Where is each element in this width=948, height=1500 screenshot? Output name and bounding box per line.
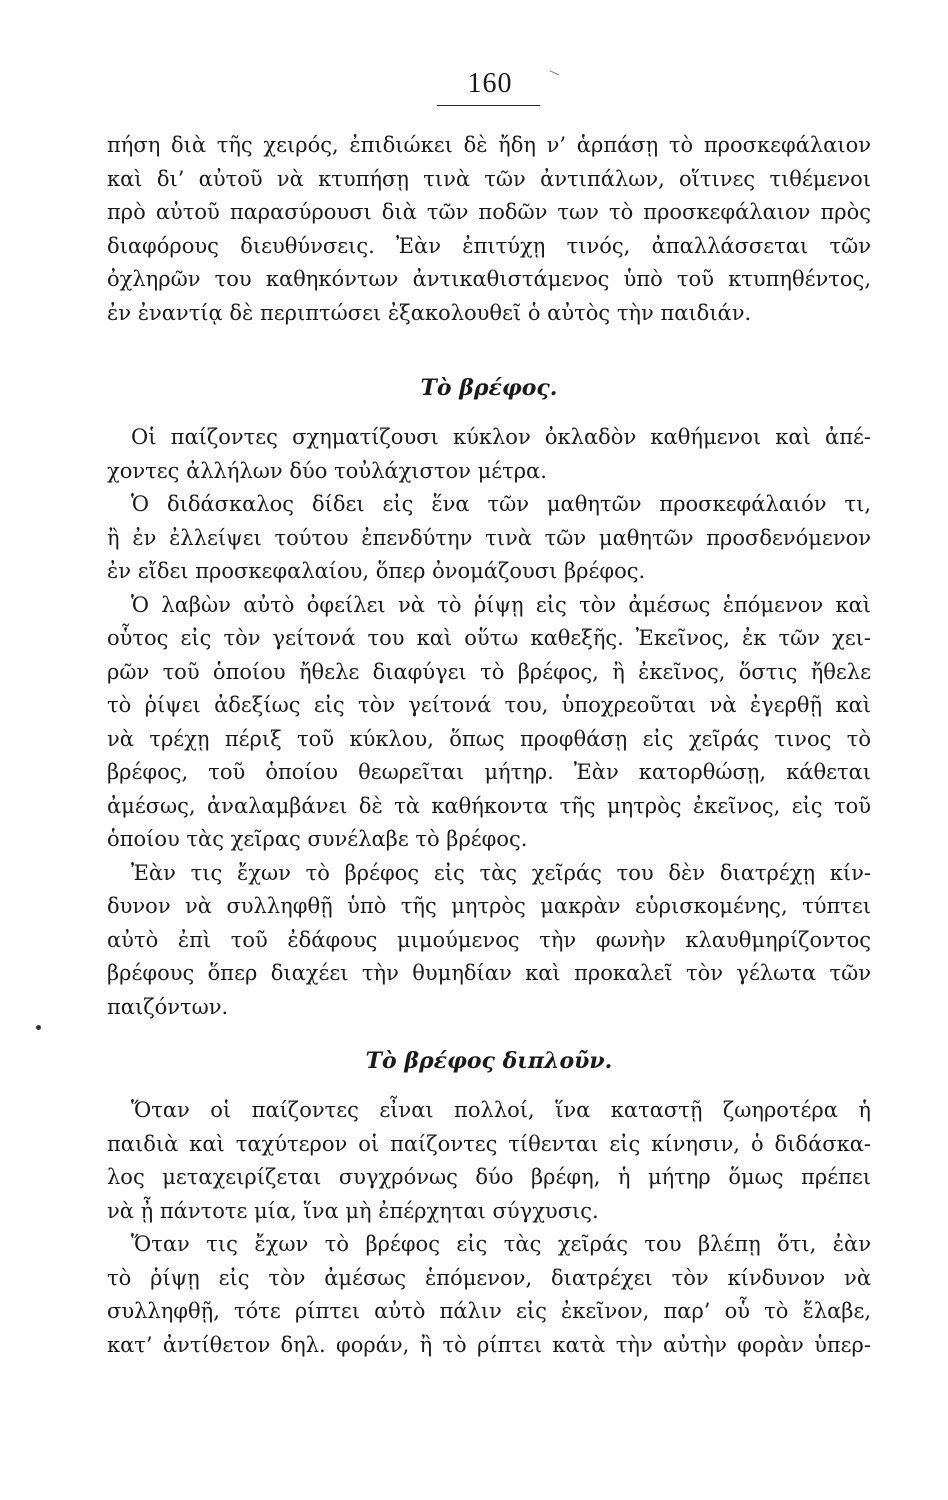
text-line: ὀχληρῶν του καθηκόντων ἀντικαθιστάμενος ὑπὸ τοῦ κτυπηθέντος, <box>107 267 871 291</box>
text-line: ἐν ἐναντίᾳ δὲ περιπτώσει ἐξακολουθεῖ ὁ αὐτὸς τὴν παιδιάν. <box>107 300 752 325</box>
text-line: Ὅταν τις ἔχων τὸ βρέφος εἰς τὰς χεῖράς του βλέπῃ ὅτι, ἐὰν <box>131 1232 871 1256</box>
text-line: Ἐὰν τις ἔχων τὸ βρέφος εἰς τὰς χεῖράς του δὲν διατρέχῃ κίν- <box>131 860 871 885</box>
text-line: οὗτος εἰς τὸν γείτονά του καὶ οὕτω καθεξῆς. Ἐκεῖνος, ἐκ τῶν χει- <box>107 626 871 650</box>
text-line: δυνον νὰ συλληφθῇ ὑπὸ τῆς μητρὸς μακρὰν εὑρισκομένης, τύπτει <box>107 894 871 918</box>
text-line: Οἱ παίζοντες σχηματίζουσι κύκλον ὀκλαδὸν καθήμενοι καὶ ἀπέ- <box>131 425 871 449</box>
text-line: συλληφθῇ, τότε ρίπτει αὐτὸ πάλιν εἰς ἐκεῖνον, παρ’ οὗ τὸ ἔλαβε, <box>107 1299 871 1323</box>
text-line: καὶ δι’ αὐτοῦ νὰ κτυπήσῃ τινὰ τῶν ἀντιπάλων, οἵτινες τιθέμενοι <box>107 166 871 191</box>
text-line: ὁποίου τὰς χεῖρας συνέλαβε τὸ βρέφος. <box>107 827 528 851</box>
text-line: πήση διὰ τῆς χειρός, ἐπιδιώκει δὲ ἤδη ν’ ἁρπάσῃ τὸ προσκεφάλαιον <box>107 133 871 157</box>
margin-dot <box>36 1025 41 1030</box>
text-line: κατ’ ἀντίθετον δηλ. φοράν, ἢ τὸ ρίπτει κατὰ τὴν αὐτὴν φορὰν ὑπερ- <box>107 1332 871 1357</box>
text-line: διαφόρους διευθύνσεις. Ἐὰν ἐπιτύχῃ τινός, ἀπαλλάσσεται τῶν <box>107 233 871 258</box>
text-line: νὰ τρέχῃ πέριξ τοῦ κύκλου, ὅπως προφθάσῃ εἰς χεῖράς τινος τὸ <box>107 726 871 751</box>
text-line: τὸ ῥίψει ἀδεξίως εἰς τὸν γείτονά του, ὑποχρεοῦται νὰ ἐγερθῇ καὶ <box>107 693 871 717</box>
text-line: Ὁ διδάσκαλος δίδει εἰς ἕνα τῶν μαθητῶν προσκεφάλαιόν τι, <box>131 492 871 516</box>
text-line: νὰ ᾖ πάντοτε μία, ἵνα μὴ ἐπέρχηται σύγχυσις. <box>107 1198 599 1223</box>
text-line: Ὁ λαβὼν αὐτὸ ὀφείλει νὰ τὸ ῥίψῃ εἰς τὸν ἀμέσως ἑπόμενον καὶ <box>131 592 871 617</box>
text-line: ρῶν τοῦ ὁποίου ἤθελε διαφύγει τὸ βρέφος, ἢ ἐκεῖνος, ὅστις ἤθελε <box>107 659 871 684</box>
stray-mark <box>547 70 559 81</box>
text-line: βρέφος, τοῦ ὁποίου θεωρεῖται μήτηρ. Ἐὰν κατορθώσῃ, κάθεται <box>107 760 871 784</box>
text-line: ἢ ἐν ἐλλείψει τούτου ἐπενδύτην τινὰ τῶν μαθητῶν προσδενόμενον <box>107 525 871 550</box>
section-vrefos-diploun-body <box>107 1094 871 1362</box>
text-line: βρέφους ὅπερ διαχέει τὴν θυμηδίαν καὶ προκαλεῖ τὸν γέλωτα τῶν <box>107 961 871 985</box>
text-line: πρὸ αὐτοῦ παρασύρουσι διὰ τῶν ποδῶν των τὸ προσκεφάλαιον πρὸς <box>107 200 871 224</box>
page-number: 160 <box>467 68 513 99</box>
text-line: παιζόντων. <box>107 994 229 1019</box>
text-line: αὐτὸ ἐπὶ τοῦ ἐδάφους μιμούμενος τὴν φωνὴν κλαυθμηρίζοντος <box>107 927 871 952</box>
text-line: ἀμέσως, ἀναλαμβάνει δὲ τὰ καθήκοντα τῆς μητρὸς ἐκεῖνος, εἰς τοῦ <box>107 793 871 818</box>
text-line: τὸ ῥίψῃ εἰς τὸν ἀμέσως ἑπόμενον, διατρέχει τὸν κίνδυνον νὰ <box>107 1265 871 1290</box>
text-line: χοντες ἀλλήλων δύο τοὐλάχιστον μέτρα. <box>107 458 547 483</box>
text-line: ἐν εἴδει προσκεφαλαίου, ὅπερ ὀνομάζουσι βρέφος. <box>107 559 646 583</box>
section-heading-vrefos: Τὸ βρέφος. <box>420 375 558 401</box>
paragraph-continuation <box>107 129 871 330</box>
text-line: παιδιὰ καὶ ταχύτερον οἱ παίζοντες τίθενται εἰς κίνησιν, ὁ διδάσκα- <box>107 1131 871 1156</box>
section-vrefos-body <box>107 421 871 1024</box>
page-number-rule <box>437 105 540 106</box>
text-line: λος μεταχειρίζεται συγχρόνως δύο βρέφη, ἡ μήτηρ ὅμως πρέπει <box>107 1165 871 1189</box>
section-heading-vrefos-diploun: Τὸ βρέφος διπλοῦν. <box>365 1048 613 1074</box>
text-line: Ὅταν οἱ παίζοντες εἶναι πολλοί, ἵνα καταστῇ ζωηροτέρα ἡ <box>131 1098 871 1122</box>
